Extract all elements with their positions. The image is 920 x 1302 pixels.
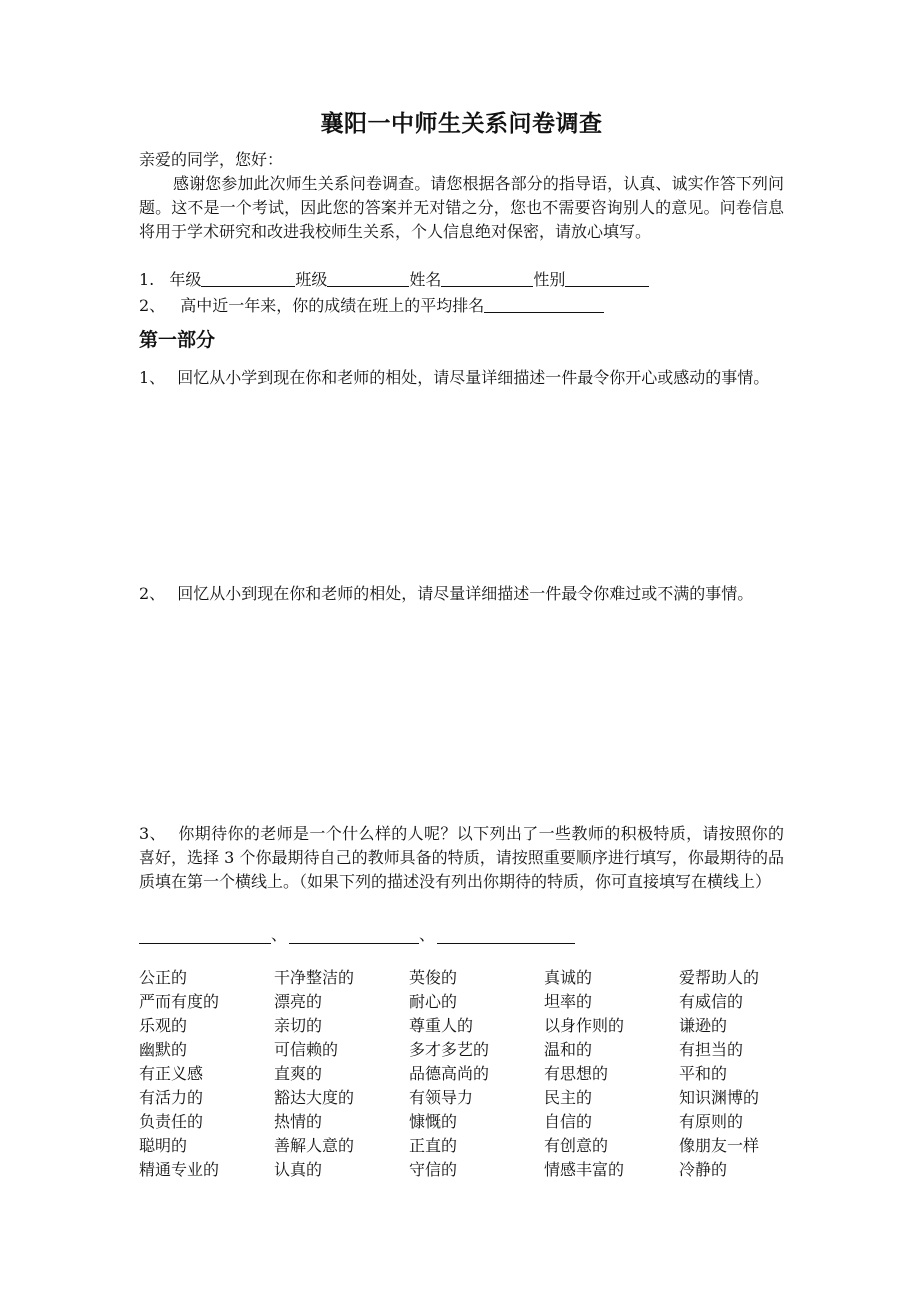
trait-option: 有威信的 [679,992,744,1011]
ranking-blanks [139,922,575,948]
trait-option: 慷慨的 [409,1112,458,1131]
section-heading: 第一部分 [139,329,216,351]
class-label: 班级 [295,270,328,289]
traits-grid [139,966,784,1182]
trait-option: 善解人意的 [274,1136,355,1155]
trait-option: 漂亮的 [274,992,323,1011]
grade-label: 年级 [169,270,202,289]
trait-option: 有创意的 [544,1136,609,1155]
gender-label: 性别 [533,270,566,289]
trait-option: 直爽的 [274,1064,323,1083]
question-2-text: 回忆从小到现在你和老师的相处，请尽量详细描述一件最令你难过或不满的事情。 [177,584,754,603]
info-q1-number: 1. [139,270,155,289]
name-field[interactable] [441,268,533,287]
rank-info-row [139,294,604,318]
trait-option: 耐心的 [409,992,458,1011]
trait-option: 守信的 [409,1160,458,1179]
trait-option: 品德高尚的 [409,1064,490,1083]
name-label: 姓名 [409,270,442,289]
question-3-text: 你期待你的老师是一个什么样的人呢？以下列出了一些教师的积极特质，请按照你的喜好，选择 3 个你最期待自己的教师具备的特质，请按照重要顺序进行填写，你最期待的品质填在第一个横线上。（如果下列的描述没有列出你期待的特质，你可直接填写在横线上） [139,824,784,891]
trait-option: 平和的 [679,1064,728,1083]
rank-separator-1: 、 [271,925,288,944]
page-title: 襄阳一中师生关系问卷调查 [320,111,603,137]
trait-option: 可信赖的 [274,1040,339,1059]
trait-option: 有原则的 [679,1112,744,1131]
trait-option: 乐观的 [139,1016,188,1035]
rank-separator-2: 、 [419,925,436,944]
trait-option: 知识渊博的 [679,1088,760,1107]
basic-info-row [139,268,649,292]
trait-option: 正直的 [409,1136,458,1155]
trait-option: 自信的 [544,1112,593,1131]
question-3 [139,822,784,894]
trait-option: 公正的 [139,968,188,987]
trait-option: 有正义感 [139,1064,204,1083]
trait-option: 温和的 [544,1040,593,1059]
trait-option: 幽默的 [139,1040,188,1059]
trait-option: 有担当的 [679,1040,744,1059]
question-2 [139,582,784,606]
trait-option: 有领导力 [409,1088,474,1107]
trait-option: 爱帮助人的 [679,968,760,987]
greeting: 亲爱的同学，您好： [139,150,284,169]
trait-option: 谦逊的 [679,1016,728,1035]
trait-option: 有思想的 [544,1064,609,1083]
trait-option: 尊重人的 [409,1016,474,1035]
question-2-number: 2、 [139,584,166,603]
trait-option: 豁达大度的 [274,1088,355,1107]
rank-question-text: 高中近一年来，你的成绩在班上的平均排名 [180,296,485,315]
trait-option: 坦率的 [544,992,593,1011]
trait-option: 聪明的 [139,1136,188,1155]
rank-choice-1-field[interactable] [139,923,271,944]
rank-field[interactable] [484,294,604,313]
question-2-answer-area[interactable] [139,636,784,816]
trait-option: 干净整洁的 [274,968,355,987]
question-1-number: 1、 [139,368,166,387]
trait-option: 严而有度的 [139,992,220,1011]
trait-option: 以身作则的 [544,1016,625,1035]
gender-field[interactable] [565,268,649,287]
question-1-text: 回忆从小学到现在你和老师的相处，请尽量详细描述一件最令你开心或感动的事情。 [177,368,770,387]
class-field[interactable] [327,268,409,287]
trait-option: 冷静的 [679,1160,728,1179]
trait-option: 热情的 [274,1112,323,1131]
trait-option: 情感丰富的 [544,1160,625,1179]
trait-option: 英俊的 [409,968,458,987]
trait-option: 像朋友一样 [679,1136,760,1155]
rank-choice-2-field[interactable] [289,923,419,944]
question-3-number: 3、 [139,824,166,843]
trait-option: 民主的 [544,1088,593,1107]
intro-paragraph: 感谢您参加此次师生关系问卷调查。请您根据各部分的指导语，认真、诚实作答下列问题。这不是一个考试，因此您的答案并无对错之分，您也不需要咨询别人的意见。问卷信息将用于学术研究和改进我校师生关系，个人信息绝对保密，请放心填写。 [139,174,784,241]
trait-option: 认真的 [274,1160,323,1179]
question-1-answer-area[interactable] [139,420,784,580]
trait-option: 亲切的 [274,1016,323,1035]
grade-field[interactable] [201,268,295,287]
rank-choice-3-field[interactable] [437,923,575,944]
trait-option: 多才多艺的 [409,1040,490,1059]
trait-option: 负责任的 [139,1112,204,1131]
trait-option: 精通专业的 [139,1160,220,1179]
trait-option: 有活力的 [139,1088,204,1107]
info-q2-number: 2、 [139,296,166,315]
question-1 [139,366,784,390]
trait-option: 真诚的 [544,968,593,987]
